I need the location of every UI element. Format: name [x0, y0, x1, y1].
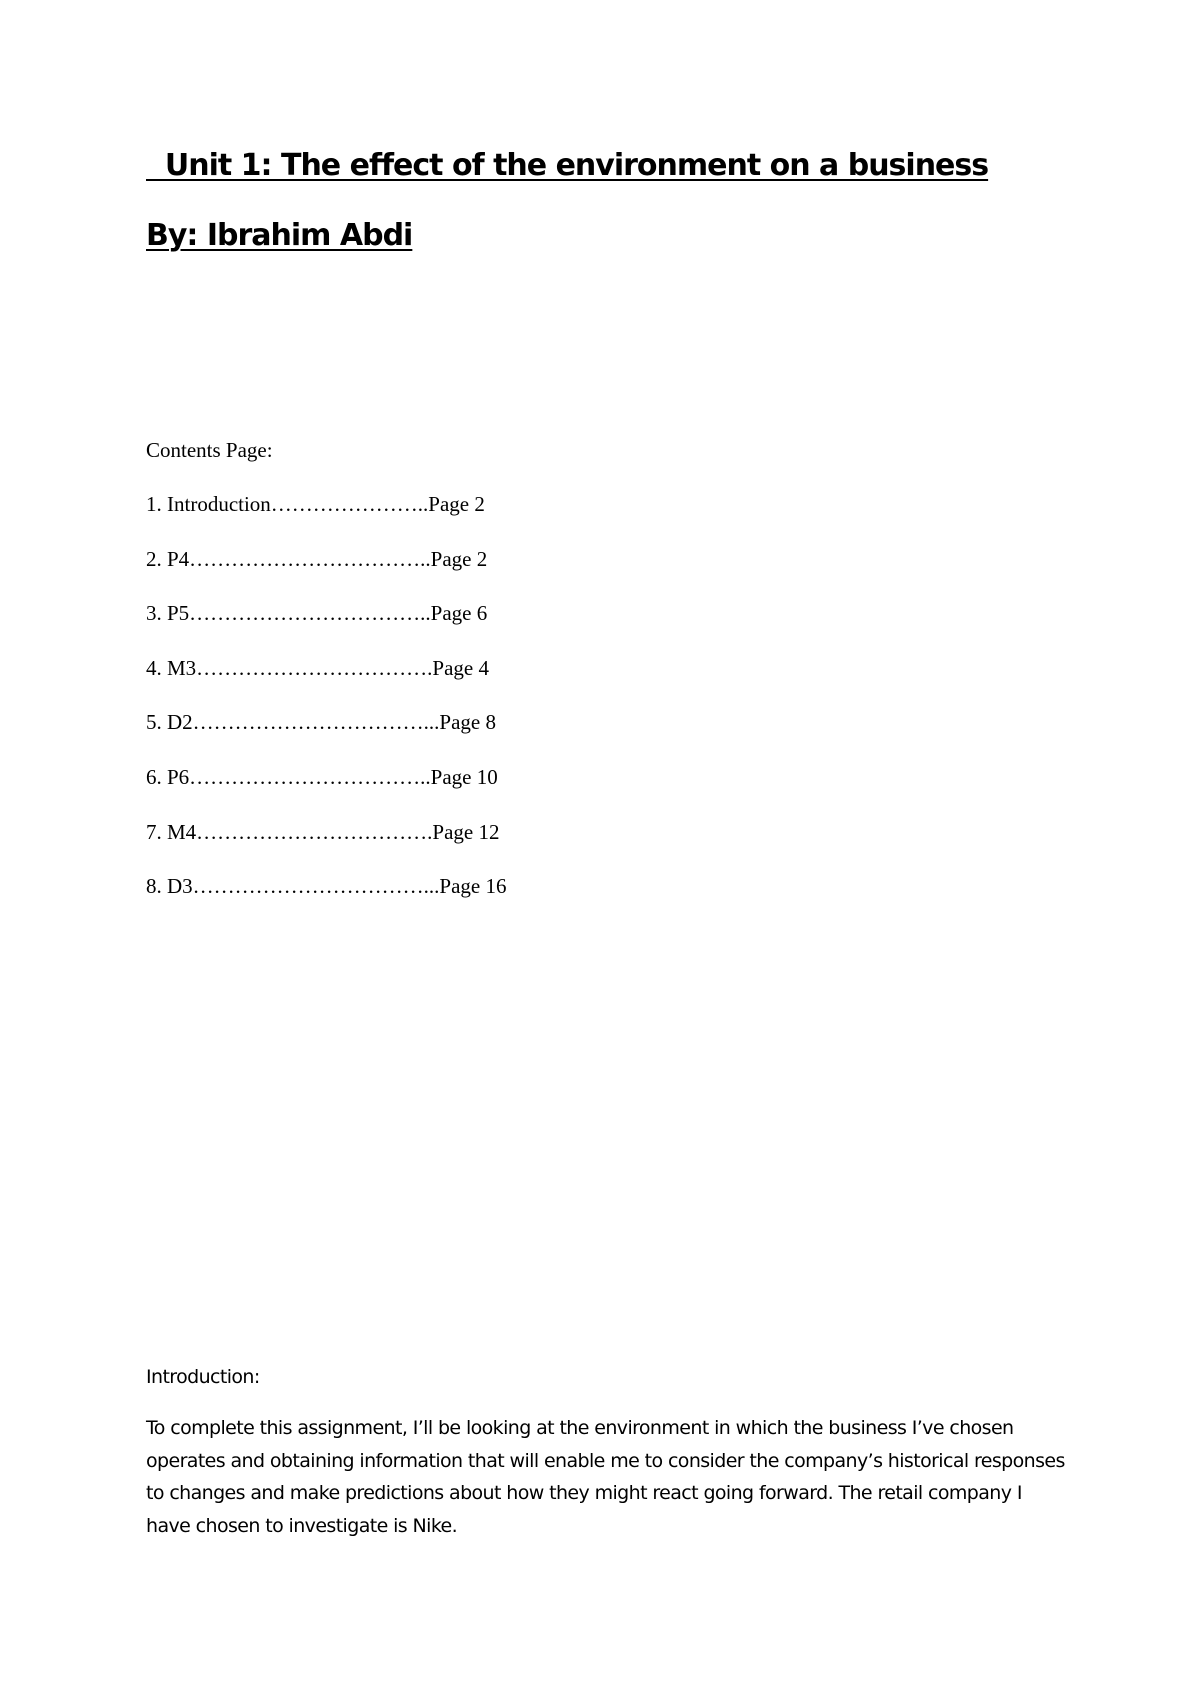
contents-item: 7. M4…………………………….Page 12 [146, 819, 500, 844]
contents-list [146, 492, 507, 929]
contents-item: 3. P5……………………………..Page 6 [146, 601, 488, 626]
introduction-paragraph: To complete this assignment, I’ll be looking at the environment in which the business I’ve chosen operates and obtaining information that will enable me to consider the company’s historical responses to changes and make predictions about how they might react going forward. The retail company I have chosen to investigate is Nike. [146, 1417, 1065, 1537]
contents-item: 1. Introduction…………………..Page 2 [146, 492, 485, 516]
document-title: Unit 1: The effect of the environment on a business [146, 148, 989, 183]
introduction-heading: Introduction: [146, 1366, 260, 1388]
contents-item: 4. M3…………………………….Page 4 [146, 655, 489, 680]
contents-item: 5. D2……………………………...Page 8 [146, 710, 496, 735]
contents-heading: Contents Page: [146, 438, 273, 462]
document-author: By: Ibrahim Abdi [146, 218, 413, 253]
contents-item: 2. P4……………………………..Page 2 [146, 546, 488, 571]
contents-item: 6. P6……………………………..Page 10 [146, 764, 498, 789]
contents-item: 8. D3……………………………...Page 16 [146, 874, 507, 899]
